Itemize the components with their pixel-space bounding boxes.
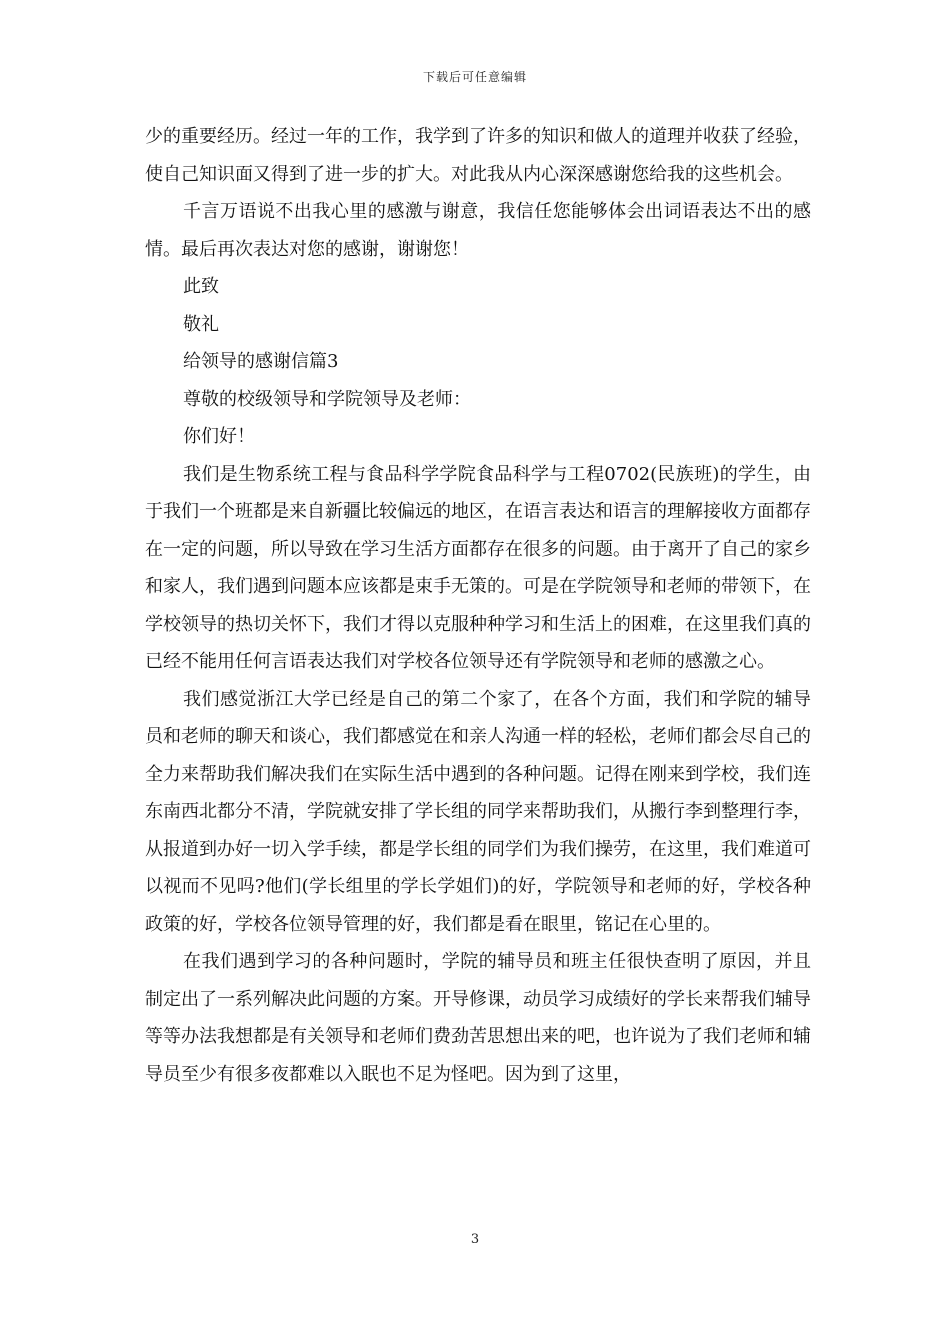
closing-line-1: 此致 (183, 276, 219, 297)
paragraph-1: 少的重要经历。经过一年的工作，我学到了许多的知识和做人的道理并收获了经验，使自己知识面又得到了进一步的扩大。对此我从内心深深感谢您给我的这些机会。 (145, 126, 811, 185)
document-body (145, 118, 811, 1093)
paragraph-2: 千言万语说不出我心里的感激与谢意，我信任您能够体会出词语表达不出的感情。最后再次表达对您的感谢，谢谢您！ (145, 201, 811, 260)
page-header: 下载后可任意编辑 (422, 70, 527, 84)
paragraph-5: 在我们遇到学习的各种问题时，学院的辅导员和班主任很快查明了原因，并且制定出了一系列解决此问题的方案。开导修课，动员学习成绩好的学长来帮我们辅导等等办法我想都是有关领导和老师们费劲苦思想出来的吧，也许说为了我们老师和辅导员至少有很多夜都难以入眠也不足为怪吧。因为到了这里， (145, 951, 811, 1085)
page-number: 3 (470, 1232, 480, 1247)
paragraph-4: 我们感觉浙江大学已经是自己的第二个家了，在各个方面，我们和学院的辅导员和老师的聊天和谈心，我们都感觉在和亲人沟通一样的轻松，老师们都会尽自己的全力来帮助我们解决我们在实际生活中遇到的各种问题。记得在刚来到学校，我们连东南西北都分不清，学院就安排了学长组的同学来帮助我们，从搬行李到整理行李，从报道到办好一切入学手续，都是学长组的同学们为我们操劳，在这里，我们难道可以视而不见吗?他们(学长组里的学长学姐们)的好，学院领导和老师的好，学校各种政策的好，学校各位领导管理的好，我们都是看在眼里，铭记在心里的。 (145, 688, 811, 935)
salutation: 尊敬的校级领导和学院领导及老师： (183, 388, 471, 410)
section-title: 给领导的感谢信篇3 (183, 351, 339, 372)
closing-line-2: 敬礼 (183, 313, 219, 335)
greeting: 你们好！ (183, 426, 255, 447)
paragraph-3: 我们是生物系统工程与食品科学学院食品科学与工程0702(民族班)的学生，由于我们一个班都是来自新疆比较偏远的地区，在语言表达和语言的理解接收方面都存在一定的问题，所以导致在学习生活方面都存在很多的问题。由于离开了自己的家乡和家人，我们遇到问题本应该都是束手无策的。可是在学院领导和老师的带领下，在学校领导的热切关怀下，我们才得以克服种种学习和生活上的困难，在这里我们真的已经不能用任何言语表达我们对学校各位领导还有学院领导和老师的感激之心。 (145, 463, 811, 672)
